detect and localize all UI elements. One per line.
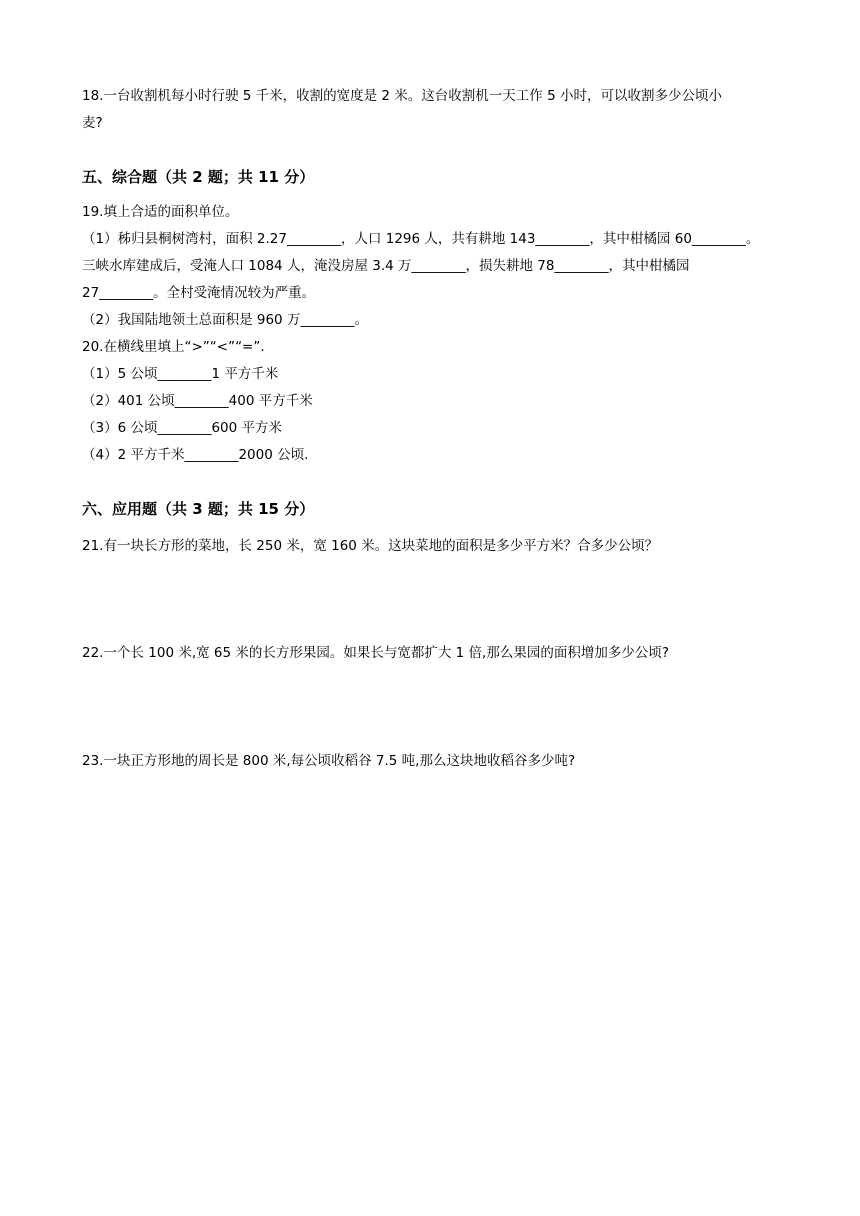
question-19-line-3: 27________。全村受淹情况较为严重。 — [82, 285, 316, 301]
question-23: 23.一块正方形地的周长是 800 米,每公顷收稻谷 7.5 吨,那么这块地收稻谷多少吨? — [82, 753, 576, 769]
question-19-line-4: （2）我国陆地领土总面积是 960 万________。 — [82, 312, 368, 328]
question-19-line-1: （1）秭归县桐树湾村，面积 2.27________，人口 1296 人，共有耕地 143________，其中柑橘园 60________。 — [82, 231, 760, 247]
question-20-stem: 20.在横线里填上“>”“<”“=”. — [82, 339, 265, 355]
question-21: 21.有一块长方形的菜地，长 250 米，宽 160 米。这块菜地的面积是多少平方米？合多少公顷？ — [82, 538, 659, 554]
question-20-item-2: （2）401 公顷________400 平方千米 — [82, 393, 313, 409]
question-18-line-2: 麦? — [82, 115, 103, 131]
question-19-line-2: 三峡水库建成后，受淹人口 1084 人，淹没房屋 3.4 万________，损失耕地 78________，其中柑橘园 — [82, 258, 690, 274]
section-5-heading: 五、综合题（共 2 题；共 11 分） — [82, 168, 315, 186]
question-20-item-1: （1）5 公顷________1 平方千米 — [82, 366, 279, 382]
question-19-stem: 19.填上合适的面积单位。 — [82, 204, 239, 220]
section-6-heading: 六、应用题（共 3 题；共 15 分） — [82, 500, 315, 518]
question-20-item-3: （3）6 公顷________600 平方米 — [82, 420, 283, 436]
question-18-line-1: 18.一台收割机每小时行驶 5 千米，收割的宽度是 2 米。这台收割机一天工作 5 小时，可以收割多少公顷小 — [82, 88, 722, 104]
question-22: 22.一个长 100 米,宽 65 米的长方形果园。如果长与宽都扩大 1 倍,那么果园的面积增加多少公顷? — [82, 645, 669, 661]
question-20-item-4: （4）2 平方千米________2000 公顷. — [82, 447, 309, 463]
